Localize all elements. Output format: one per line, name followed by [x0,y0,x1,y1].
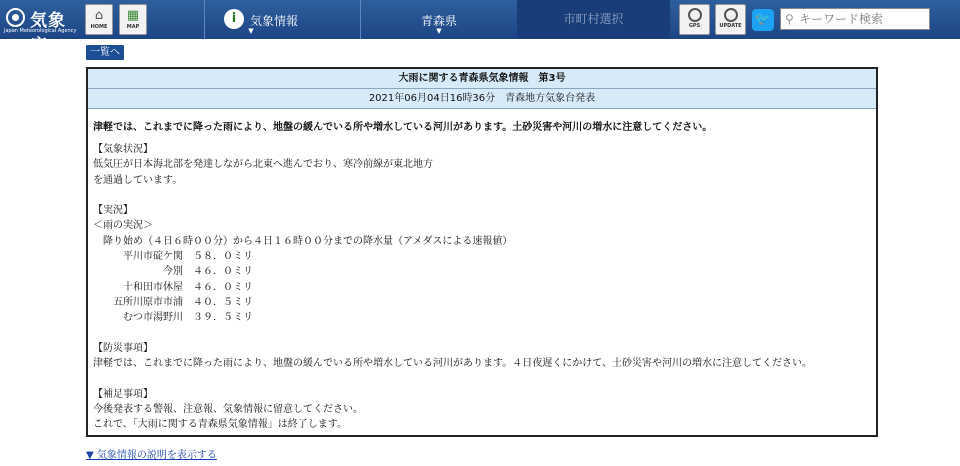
bulletin-line: 十和田市休屋 ４６．０ミリ [93,281,253,293]
search-box[interactable] [780,8,930,30]
nav-weather-info[interactable] [244,0,304,39]
bulletin-line: 【防災事項】 [93,342,153,354]
house-icon: ⌂ [94,8,104,23]
bulletin-body [88,109,876,433]
bulletin-line: 【補足事項】 [93,388,153,400]
gps-button[interactable] [679,4,710,35]
caret-down-icon: ▼ [248,27,254,35]
map-button[interactable] [119,4,147,35]
bulletin-line: むつ市湯野川 ３９．５ミリ [93,312,253,324]
twitter-icon[interactable]: 🐦 [752,9,774,31]
bulletin-text [93,142,871,433]
nav-weather-info-label: 気象情報 [249,14,298,28]
bulletin-line: を通過しています。 [93,174,183,186]
jma-emblem-icon [6,8,25,27]
nav-prefecture-label: 青森県 [420,14,457,28]
bulletin-line: ＜雨の実況＞ [93,220,153,232]
bulletin-line: 降り始め（４日６時００分）から４日１６時００分までの降水量（アメダスによる速報値） [93,235,513,247]
home-button[interactable] [85,4,113,35]
bulletin-line: 低気圧が日本海北部を発達しながら北東へ進んでおり、寒冷前線が東北地方 [93,159,433,171]
bulletin-panel [86,67,878,437]
back-to-list-button[interactable]: 一覧へ [86,45,124,60]
logo-text: 気象庁 [30,11,66,56]
home-label: HOME [90,24,108,30]
update-label: UPDATE [719,23,742,29]
bulletin-line: 【実況】 [93,205,133,217]
bulletin-line: 【気象状況】 [93,144,153,155]
bulletin-line: 今別 ４６．０ミリ [93,266,253,278]
bulletin-headline: 津軽では、これまでに降った雨により、地盤の緩んでいる所や増水している河川があります。土砂災害や河川の増水に注意してください。 [93,122,713,133]
jma-logo[interactable] [4,4,80,56]
bulletin-line [93,326,871,341]
bulletin-line: 津軽では、これまでに降った雨により、地盤の緩んでいる所や増水している河川があります。４日夜遅くにかけて、土砂災害や河川の増水に注意してください。 [93,358,812,370]
search-icon: ⚲ [785,12,794,26]
bulletin-line: 五所川原市市浦 ４０．５ミリ [93,296,253,308]
bulletin-line [93,371,871,386]
info-icon: i [224,9,244,29]
refresh-icon [724,8,738,22]
bulletin-line: 平川市碇ケ関 ５８．０ミリ [93,251,253,263]
show-explanation-link[interactable]: ▼ 気象情報の説明を表示する [86,450,217,461]
update-button[interactable] [715,4,746,35]
caret-down-icon: ▼ [436,27,442,35]
bulletin-line: これで、「大雨に関する青森県気象情報」は終了します。 [93,419,347,431]
search-input[interactable] [799,10,925,28]
gps-icon [688,8,702,22]
map-label: MAP [126,24,140,30]
nav-prefecture[interactable] [361,0,517,39]
bulletin-title: 大雨に関する青森県気象情報 第3号 [88,69,876,89]
map-icon: ▦ [126,8,140,23]
bulletin-issued: 2021年06月04日16時36分 青森地方気象台発表 [88,89,876,109]
logo-english-text: Japan Meteorological Agency [4,28,77,34]
gps-label: GPS [688,23,701,29]
nav-municipality[interactable]: 市町村選択 [517,0,670,39]
bulletin-line [93,188,871,203]
bulletin-line: 今後発表する警報、注意報、気象情報に留意してください。 [93,404,363,416]
